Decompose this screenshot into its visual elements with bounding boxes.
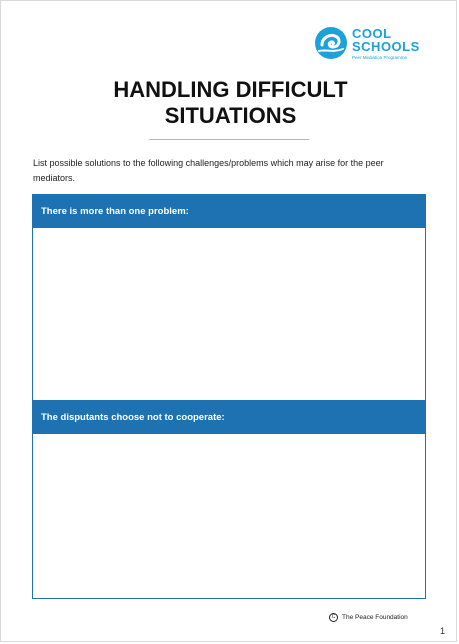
page-title-line-2: SITUATIONS	[164, 103, 297, 128]
page-number: 1	[440, 626, 446, 636]
cool-schools-logo	[313, 25, 433, 63]
footer-credit	[329, 613, 408, 622]
footer-text: The Peace Foundation	[342, 614, 408, 622]
logo-tagline: Peer Mediation Programme	[352, 55, 408, 60]
cool-schools-wave-icon	[313, 25, 349, 61]
answer-box-more-than-one-problem	[32, 194, 426, 400]
answer-box-disputants-not-cooperate	[32, 400, 426, 599]
logo-word-schools: SCHOOLS	[352, 39, 420, 54]
instructions-text: List possible solutions to the following challenges/problems which may arise for the peer mediators.	[33, 158, 384, 183]
page-title	[1, 77, 459, 129]
logo-word-cool: COOL	[352, 26, 392, 41]
copyright-icon: C	[329, 613, 338, 622]
page-title-line-1: HANDLING DIFFICULT	[113, 77, 348, 102]
answer-area[interactable]	[33, 228, 425, 400]
title-divider	[149, 139, 309, 140]
answer-box-header: The disputants choose not to cooperate:	[33, 401, 425, 434]
answer-area[interactable]	[33, 434, 425, 598]
answer-box-header: There is more than one problem:	[33, 195, 425, 228]
